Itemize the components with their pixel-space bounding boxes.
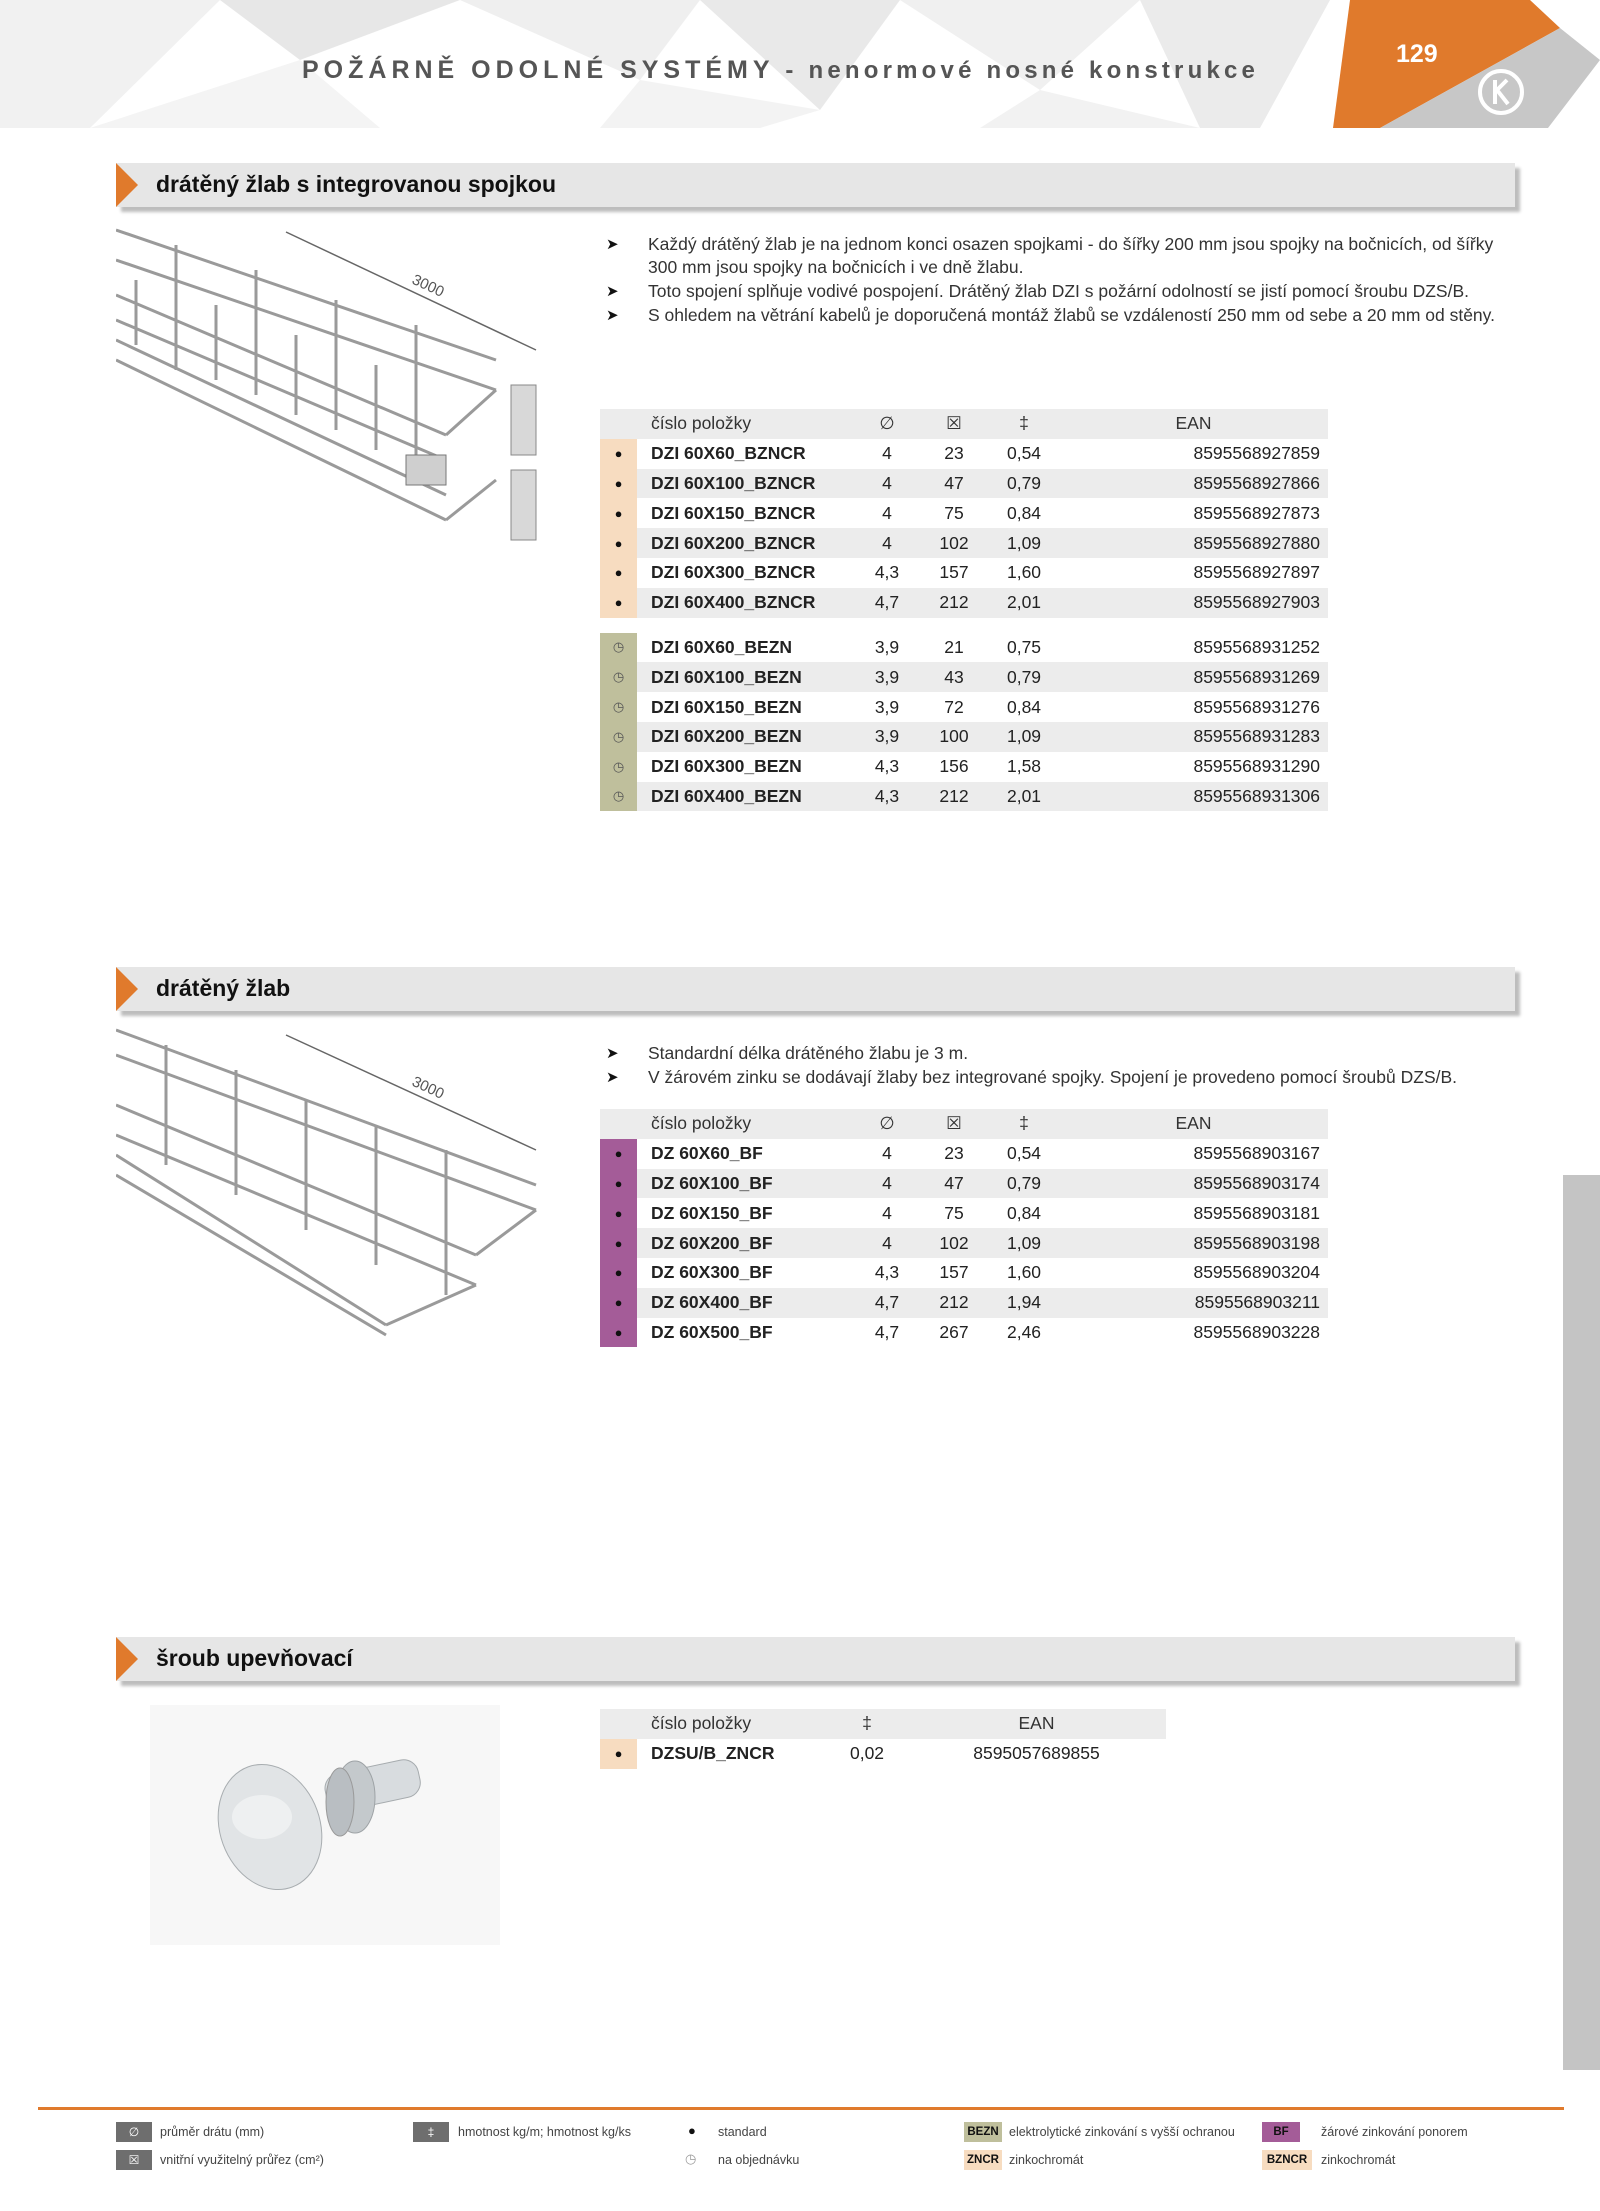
col-header-weight: ‡ bbox=[827, 1709, 907, 1739]
standard-marker-icon: ● bbox=[600, 1258, 637, 1288]
legend-standard: standard bbox=[718, 2125, 767, 2139]
item-ean: 8595568931252 bbox=[1193, 636, 1320, 657]
item-section: 157 bbox=[939, 1262, 969, 1283]
item-weight: 0,02 bbox=[849, 1743, 885, 1764]
order-clock-icon: ◷ bbox=[600, 662, 637, 692]
standard-marker-icon: ● bbox=[600, 469, 637, 499]
table-row bbox=[600, 752, 1328, 782]
item-code: DZI 60X150_BZNCR bbox=[651, 502, 816, 523]
standard-marker-icon: ● bbox=[600, 498, 637, 528]
item-weight: 0,79 bbox=[989, 662, 1059, 692]
legend-section: vnitřní využitelný průřez (cm²) bbox=[160, 2153, 324, 2167]
item-code: DZ 60X60_BF bbox=[651, 1143, 763, 1164]
legend-bf: žárové zinkování ponorem bbox=[1321, 2125, 1468, 2139]
side-tab-bar bbox=[1563, 1175, 1600, 2070]
item-weight: 1,94 bbox=[989, 1288, 1059, 1318]
table-row bbox=[600, 1169, 1328, 1199]
item-section: 157 bbox=[939, 562, 969, 583]
order-clock-icon: ◷ bbox=[600, 633, 637, 663]
section-bar-2 bbox=[116, 967, 1515, 1011]
table-row bbox=[600, 782, 1328, 812]
item-code: DZ 60X150_BF bbox=[651, 1202, 773, 1223]
item-weight: 0,54 bbox=[1006, 443, 1042, 464]
legend-bf-tag: BF bbox=[1262, 2122, 1300, 2142]
item-code: DZ 60X500_BF bbox=[651, 1321, 773, 1342]
col-header-weight: ‡ bbox=[989, 1109, 1059, 1139]
order-clock-icon: ◷ bbox=[600, 722, 637, 752]
table-row bbox=[600, 588, 1328, 618]
table-row bbox=[600, 528, 1328, 558]
col-header-diameter: ∅ bbox=[855, 1109, 919, 1139]
col-header-ean: EAN bbox=[1059, 409, 1328, 439]
feature-item: ➤ Toto spojení splňuje vodivé pospojení. Drátěný žlab DZI s požární odolností se jistí pomocí šroubu DZS/B. bbox=[606, 281, 1469, 301]
item-ean: 8595568927859 bbox=[1193, 443, 1320, 464]
standard-marker-icon: ● bbox=[600, 1139, 637, 1169]
item-ean: 8595568903181 bbox=[1193, 1202, 1320, 1223]
item-section: 47 bbox=[919, 469, 989, 499]
item-diameter: 4,3 bbox=[874, 562, 900, 583]
bullet-arrow-icon: ➤ bbox=[606, 307, 619, 324]
legend-zncr-tag: ZNCR bbox=[964, 2150, 1002, 2170]
bullet-arrow-icon: ➤ bbox=[606, 236, 619, 253]
item-section: 212 bbox=[919, 588, 989, 618]
item-code: DZI 60X100_BEZN bbox=[637, 662, 855, 692]
item-weight: 0,79 bbox=[989, 469, 1059, 499]
item-weight: 0,84 bbox=[1006, 502, 1042, 523]
item-weight: 1,60 bbox=[1006, 562, 1042, 583]
col-header-diameter: ∅ bbox=[855, 409, 919, 439]
table-row bbox=[600, 439, 1328, 469]
standard-marker-icon: ● bbox=[600, 1318, 637, 1348]
table-header-row bbox=[600, 1109, 1328, 1139]
item-ean: 8595568927880 bbox=[1059, 528, 1328, 558]
company-logo-icon bbox=[1477, 68, 1525, 116]
item-weight: 0,54 bbox=[1006, 1143, 1042, 1164]
table-header-row bbox=[600, 409, 1328, 439]
order-clock-icon: ◷ bbox=[600, 752, 637, 782]
item-ean: 8595568931283 bbox=[1059, 722, 1328, 752]
item-diameter: 3,9 bbox=[855, 662, 919, 692]
item-section: 212 bbox=[919, 782, 989, 812]
item-diameter: 4 bbox=[855, 469, 919, 499]
col-header-section: ☒ bbox=[919, 409, 989, 439]
col-header-section: ☒ bbox=[919, 1109, 989, 1139]
col-header-ean: EAN bbox=[907, 1709, 1166, 1739]
item-code: DZI 60X60_BEZN bbox=[651, 636, 793, 657]
product-table-1 bbox=[600, 409, 1328, 811]
legend-bzncr-tag: BZNCR bbox=[1262, 2150, 1312, 2170]
page-number: 129 bbox=[1396, 40, 1438, 68]
item-section: 75 bbox=[944, 1202, 964, 1223]
col-header-code: číslo položky bbox=[637, 1709, 827, 1739]
legend-diameter: průměr drátu (mm) bbox=[160, 2125, 265, 2139]
item-code: DZI 60X300_BZNCR bbox=[651, 562, 816, 583]
item-diameter: 4 bbox=[882, 1202, 892, 1223]
clock-icon: ◷ bbox=[685, 2151, 697, 2166]
legend-zncr: zinkochromát bbox=[1009, 2153, 1084, 2167]
header-title-main: POŽÁRNĚ ODOLNÉ SYSTÉMY bbox=[302, 56, 775, 84]
header-title bbox=[302, 56, 1259, 85]
table-row bbox=[600, 662, 1328, 692]
wire-tray-image bbox=[116, 1025, 556, 1345]
item-weight: 1,09 bbox=[989, 528, 1059, 558]
item-ean: 8595568903174 bbox=[1059, 1169, 1328, 1199]
order-clock-icon: ◷ bbox=[600, 782, 637, 812]
item-ean: 8595568927897 bbox=[1193, 562, 1320, 583]
item-weight: 0,75 bbox=[1006, 636, 1042, 657]
item-diameter: 4,3 bbox=[874, 756, 900, 777]
table-header-row bbox=[600, 1709, 1166, 1739]
diameter-legend-icon: ∅ bbox=[116, 2122, 152, 2142]
table-row bbox=[600, 633, 1328, 663]
legend-bezn: elektrolytické zinkování s vyšší ochranou bbox=[1009, 2125, 1235, 2139]
item-diameter: 4,7 bbox=[874, 1321, 900, 1342]
standard-marker-icon: ● bbox=[600, 1739, 637, 1769]
section-legend-icon: ☒ bbox=[116, 2150, 152, 2170]
item-diameter: 3,9 bbox=[855, 722, 919, 752]
col-header-code: číslo položky bbox=[637, 1109, 855, 1139]
item-code: DZI 60X300_BEZN bbox=[651, 756, 802, 777]
standard-marker-icon: ● bbox=[600, 1198, 637, 1228]
item-code: DZI 60X200_BZNCR bbox=[637, 528, 855, 558]
item-ean: 8595568927873 bbox=[1193, 502, 1320, 523]
weight-legend-icon: ‡ bbox=[413, 2122, 449, 2142]
product-table-3 bbox=[600, 1709, 1166, 1769]
item-ean: 8595568927903 bbox=[1059, 588, 1328, 618]
col-header-code: číslo položky bbox=[637, 409, 855, 439]
table-row bbox=[600, 498, 1328, 528]
col-header-weight: ‡ bbox=[989, 409, 1059, 439]
item-section: 212 bbox=[919, 1288, 989, 1318]
fixing-screw-image bbox=[150, 1705, 500, 1945]
standard-dot-icon: ● bbox=[688, 2123, 696, 2138]
item-weight: 1,09 bbox=[989, 722, 1059, 752]
item-diameter: 4,3 bbox=[874, 1262, 900, 1283]
item-section: 267 bbox=[939, 1321, 969, 1342]
bullet-arrow-icon: ➤ bbox=[606, 283, 619, 300]
item-section: 72 bbox=[944, 696, 964, 717]
item-diameter: 4 bbox=[882, 1143, 892, 1164]
legend-bezn-tag: BEZN bbox=[964, 2122, 1002, 2142]
table-row bbox=[600, 1258, 1328, 1288]
item-diameter: 4,7 bbox=[855, 588, 919, 618]
item-code: DZ 60X200_BF bbox=[637, 1228, 855, 1258]
standard-marker-icon: ● bbox=[600, 439, 637, 469]
item-ean: 8595568931269 bbox=[1059, 662, 1328, 692]
item-section: 100 bbox=[919, 722, 989, 752]
item-weight: 2,01 bbox=[989, 588, 1059, 618]
item-ean: 8595568903167 bbox=[1193, 1143, 1320, 1164]
feature-item: ➤ S ohledem na větrání kabelů je doporučená montáž žlabů se vzdáleností 250 mm od sebe a 20 mm od stěny. bbox=[606, 305, 1495, 325]
item-weight: 1,58 bbox=[1006, 756, 1042, 777]
item-ean: 8595568931290 bbox=[1193, 756, 1320, 777]
item-code: DZ 60X300_BF bbox=[651, 1262, 773, 1283]
item-weight: 0,79 bbox=[989, 1169, 1059, 1199]
item-weight: 0,84 bbox=[1006, 696, 1042, 717]
table-row bbox=[600, 1739, 1166, 1769]
item-code: DZ 60X100_BF bbox=[637, 1169, 855, 1199]
legend-bzncr: zinkochromát bbox=[1321, 2153, 1396, 2167]
item-diameter: 4 bbox=[855, 1228, 919, 1258]
item-weight: 1,09 bbox=[989, 1228, 1059, 1258]
item-section: 75 bbox=[944, 502, 964, 523]
item-diameter: 4,3 bbox=[855, 782, 919, 812]
item-ean: 8595568927866 bbox=[1059, 469, 1328, 499]
item-section: 21 bbox=[944, 636, 964, 657]
item-diameter: 4 bbox=[882, 443, 892, 464]
item-code: DZI 60X60_BZNCR bbox=[651, 443, 806, 464]
item-diameter: 4 bbox=[855, 1169, 919, 1199]
item-code: DZI 60X150_BEZN bbox=[651, 696, 802, 717]
item-weight: 2,46 bbox=[1006, 1321, 1042, 1342]
legend-weight: hmotnost kg/m; hmotnost kg/ks bbox=[458, 2125, 631, 2139]
feature-item: ➤ V žárovém zinku se dodávají žlaby bez integrované spojky. Spojení je provedeno pomocí šroubů DZS/B. bbox=[606, 1067, 1458, 1087]
item-code: DZI 60X100_BZNCR bbox=[637, 469, 855, 499]
item-code: DZI 60X400_BZNCR bbox=[637, 588, 855, 618]
table-row bbox=[600, 1228, 1328, 1258]
table-row bbox=[600, 1198, 1328, 1228]
item-code: DZSU/B_ZNCR bbox=[651, 1743, 775, 1764]
feature-list-1 bbox=[604, 233, 1509, 328]
order-clock-icon: ◷ bbox=[600, 692, 637, 722]
item-diameter: 3,9 bbox=[874, 636, 900, 657]
item-diameter: 3,9 bbox=[874, 696, 900, 717]
standard-marker-icon: ● bbox=[600, 558, 637, 588]
item-ean: 8595568903198 bbox=[1059, 1228, 1328, 1258]
item-code: DZ 60X400_BF bbox=[637, 1288, 855, 1318]
item-diameter: 4 bbox=[882, 502, 892, 523]
section-title-1: drátěný žlab s integrovanou spojkou bbox=[156, 171, 557, 197]
item-section: 47 bbox=[919, 1169, 989, 1199]
bullet-arrow-icon: ➤ bbox=[606, 1045, 619, 1062]
standard-marker-icon: ● bbox=[600, 1228, 637, 1258]
table-row bbox=[600, 1318, 1328, 1348]
item-section: 102 bbox=[919, 528, 989, 558]
item-ean: 8595568931306 bbox=[1059, 782, 1328, 812]
item-ean: 8595568903211 bbox=[1059, 1288, 1328, 1318]
table-row bbox=[600, 469, 1328, 499]
item-section: 23 bbox=[944, 1143, 964, 1164]
table-row bbox=[600, 558, 1328, 588]
item-ean: 8595057689855 bbox=[973, 1743, 1100, 1764]
table-row bbox=[600, 722, 1328, 752]
footer-divider bbox=[38, 2107, 1564, 2110]
feature-item: ➤ Standardní délka drátěného žlabu je 3 m. bbox=[606, 1043, 969, 1063]
item-weight: 2,01 bbox=[989, 782, 1059, 812]
item-weight: 0,84 bbox=[1006, 1202, 1042, 1223]
table-row bbox=[600, 692, 1328, 722]
standard-marker-icon: ● bbox=[600, 1288, 637, 1318]
item-ean: 8595568903228 bbox=[1193, 1321, 1320, 1342]
length-dimension-label: 3000 bbox=[409, 271, 447, 301]
item-section: 156 bbox=[939, 756, 969, 777]
feature-list-2 bbox=[604, 1042, 1509, 1090]
length-dimension-label: 3000 bbox=[409, 1073, 447, 1103]
item-ean: 8595568903204 bbox=[1193, 1262, 1320, 1283]
standard-marker-icon: ● bbox=[600, 528, 637, 558]
item-section: 43 bbox=[919, 662, 989, 692]
table-row bbox=[600, 1288, 1328, 1318]
item-ean: 8595568931276 bbox=[1193, 696, 1320, 717]
header-subtitle: - nenormové nosné konstrukce bbox=[774, 57, 1260, 84]
table-row bbox=[600, 1139, 1328, 1169]
section-title-3: šroub upevňovací bbox=[156, 1645, 353, 1671]
item-code: DZI 60X200_BEZN bbox=[637, 722, 855, 752]
section-title-2: drátěný žlab bbox=[156, 975, 291, 1001]
feature-item: ➤ Každý drátěný žlab je na jednom konci osazen spojkami - do šířky 200 mm jsou spojky na bočnicích, od šířky 300 mm jsou spojky na bočnicích i ve dně žlabu. bbox=[606, 234, 1494, 277]
standard-marker-icon: ● bbox=[600, 1169, 637, 1199]
legend-order: na objednávku bbox=[718, 2153, 800, 2167]
item-section: 23 bbox=[944, 443, 964, 464]
item-code: DZI 60X400_BEZN bbox=[637, 782, 855, 812]
bullet-arrow-icon: ➤ bbox=[606, 1069, 619, 1086]
wire-tray-with-coupler-image bbox=[116, 220, 576, 560]
item-weight: 1,60 bbox=[1006, 1262, 1042, 1283]
standard-marker-icon: ● bbox=[600, 588, 637, 618]
item-section: 102 bbox=[919, 1228, 989, 1258]
item-diameter: 4 bbox=[855, 528, 919, 558]
product-table-2 bbox=[600, 1109, 1328, 1347]
col-header-ean: EAN bbox=[1059, 1109, 1328, 1139]
item-diameter: 4,7 bbox=[855, 1288, 919, 1318]
